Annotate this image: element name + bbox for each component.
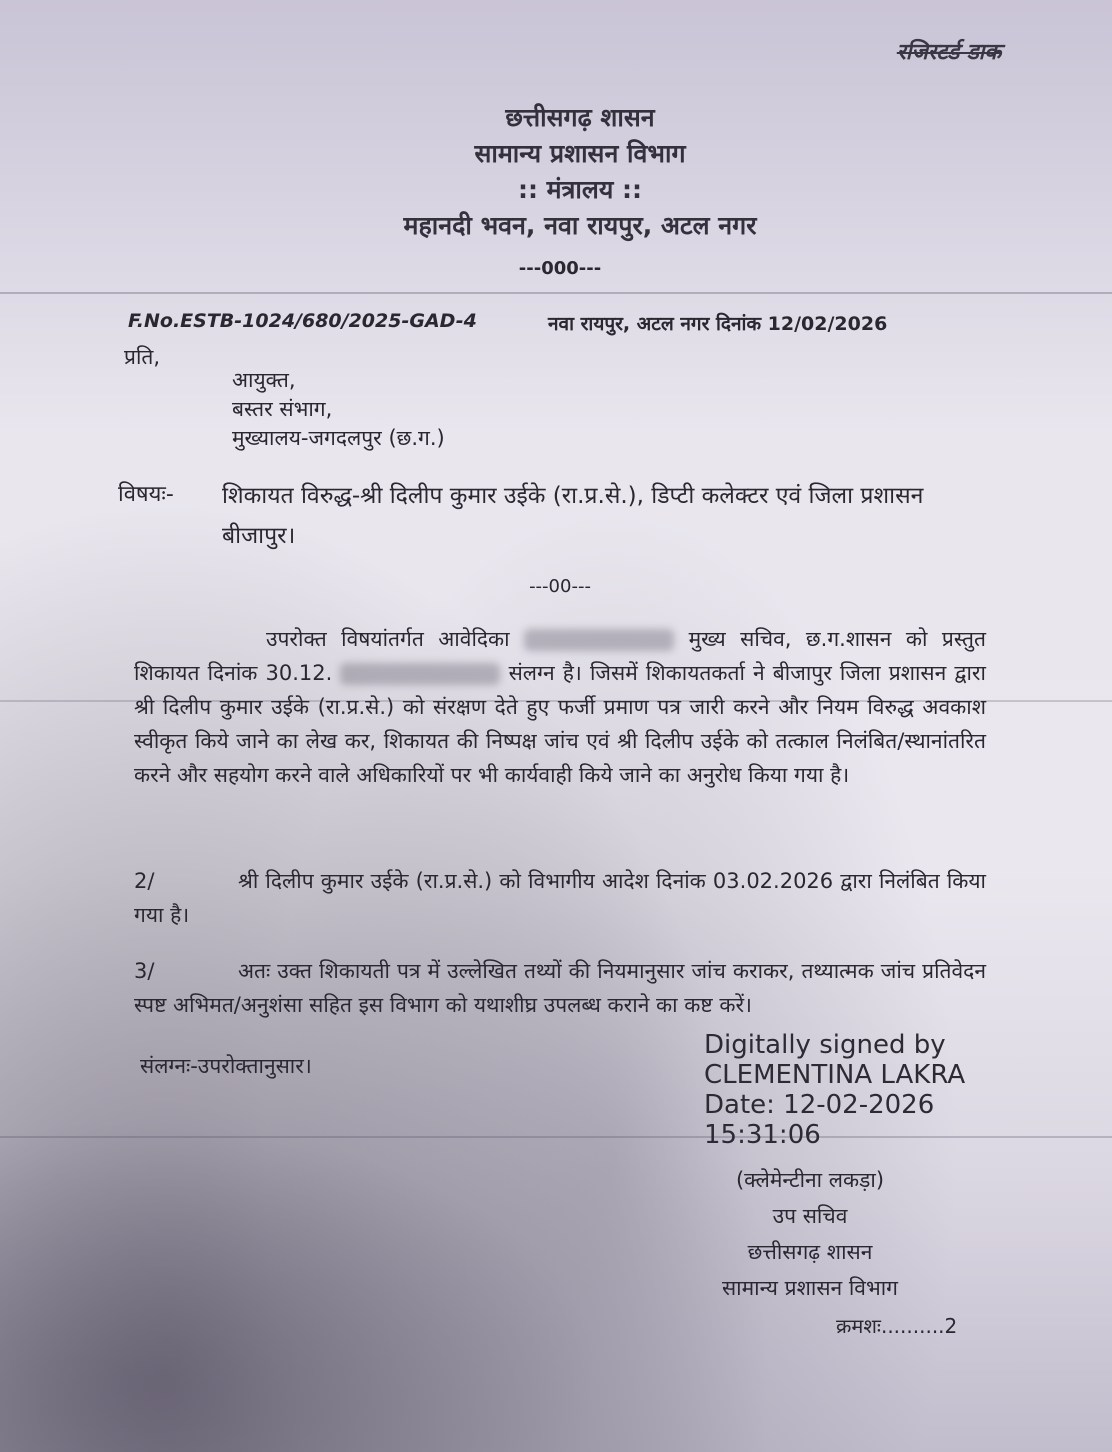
continued-note: क्रमशः..........2 [836,1314,958,1338]
registered-post-stamp: रजिस्टर्ड डाक [896,40,1002,65]
addressee-division: बस्तर संभाग, [232,397,333,421]
digital-signature [704,1030,1034,1150]
letterhead [260,100,900,244]
subject-text: शिकायत विरुद्ध-श्री दिलीप कुमार उईके (रा.प्र.से.), डिप्टी कलेक्टर एवं जिला प्रशासन बीजापुर। [222,483,924,549]
paragraph-1-text: मुख्य सचिव, छ.ग.शासन को प्रस्तुत शिकायत दिनांक 30.12. [134,627,986,685]
signatory-name: (क्लेमेन्टीना लकड़ा) [735,1168,885,1192]
paragraph-2 [134,864,986,932]
paragraph-1 [134,622,986,792]
addressee-hq: मुख्यालय-जगदलपुर (छ.ग.) [232,426,445,450]
letterhead-department: सामान्य प्रशासन विभाग [474,139,686,168]
letterhead-government: छत्तीसगढ़ शासन [505,103,655,132]
redaction [340,663,500,685]
separator: ---00--- [529,576,591,597]
signatory-government: छत्तीसगढ़ शासन [747,1240,873,1264]
paragraph-1-text: संलग्न है। जिसमें शिकायतकर्ता ने बीजापुर जिला प्रशासन द्वारा श्री दिलीप कुमार उईके (रा.प्र.से.) को संरक्षण देते हुए फर्जी प्रमाण पत्र जारी करने और नियम विरुद्ध अवकाश स्वीकृत किये जाने का लेख कर, शिकायत की निष्पक्ष जांच एवं श्री दिलीप उईके को तत्काल निलंबित/स्थानांतरित करने और सहयोग करने वाले अधिकारियों पर भी कार्यवाही किये जाने का अनुरोध किया गया है। [134,661,986,787]
paragraph-1-text: उपरोक्त विषयांतर्गत आवेदिका [266,627,510,651]
redaction [524,629,674,651]
signatory-department: सामान्य प्रशासन विभाग [721,1276,899,1300]
paragraph-3 [134,954,986,1022]
paragraph-2-text: श्री दिलीप कुमार उईके (रा.प्र.से.) को विभागीय आदेश दिनांक 03.02.2026 द्वारा निलंबित किया गया है। [134,869,986,927]
paragraph-3-text: अतः उक्त शिकायती पत्र में उल्लेखित तथ्यों की नियमानुसार जांच कराकर, तथ्यात्मक जांच प्रतिवेदन स्पष्ट अभिमत/अनुशंसा सहित इस विभाग को यथाशीघ्र उपलब्ध कराने का कष्ट करें। [134,959,986,1017]
addressee-block [232,366,732,453]
paper-fold [0,292,1112,294]
file-number: F.No.ESTB-1024/680/2025-GAD-4 [128,310,477,332]
digital-signature-date: Date: 12-02-2026 [704,1090,935,1120]
letterhead-ministry: :: मंत्रालय :: [517,175,643,204]
paragraph-number: 3/ [134,959,155,983]
signatory-designation: उप सचिव [772,1204,848,1228]
separator: ---000--- [518,258,602,279]
addressee-title: आयुक्त, [232,368,296,392]
place-date: नवा रायपुर, अटल नगर दिनांक 12/02/2026 [548,313,888,335]
letterhead-address: महानदी भवन, नवा रायपुर, अटल नगर [403,211,757,240]
digital-signature-line: Digitally signed by [704,1030,946,1060]
to-label: प्रति, [124,345,161,369]
shadow-overlay [0,1100,640,1452]
signatory-block [660,1162,960,1306]
digital-signature-time: 15:31:06 [704,1120,821,1150]
enclosure-note: संलग्नः-उपरोक्तानुसार। [140,1054,312,1078]
subject-label: विषयः- [118,482,174,507]
digital-signature-name: CLEMENTINA LAKRA [704,1060,966,1090]
paragraph-number: 2/ [134,869,155,893]
